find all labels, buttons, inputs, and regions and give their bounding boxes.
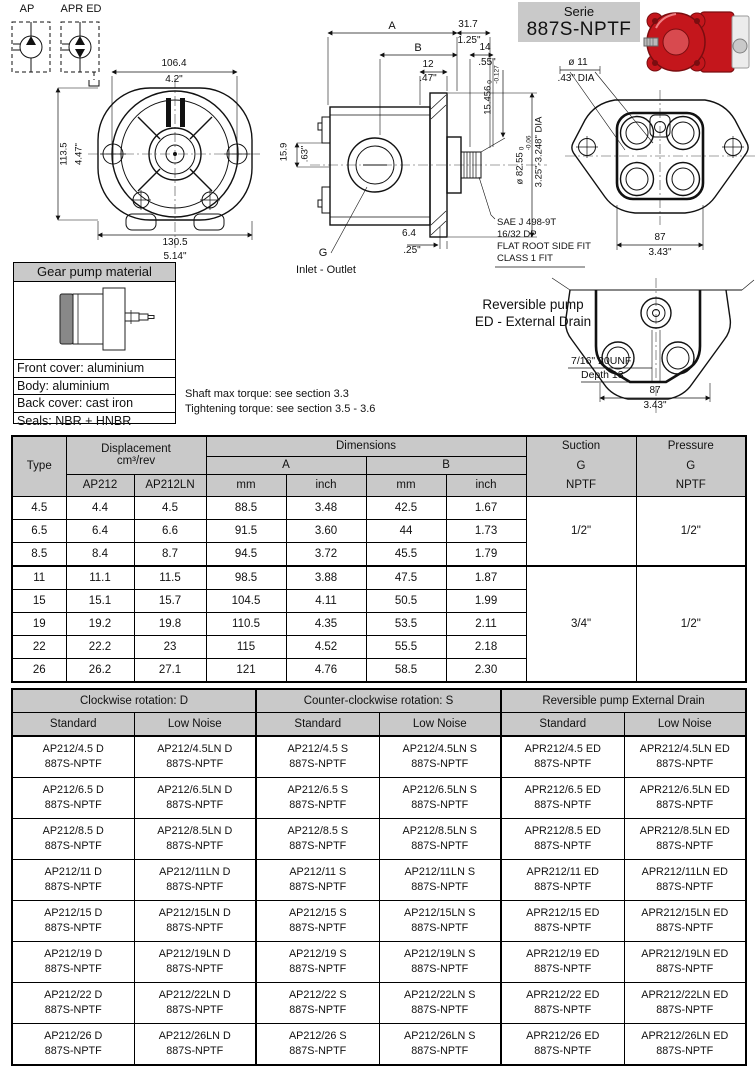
back-view-drawing bbox=[545, 55, 755, 265]
reversible-width-mm: 87 bbox=[649, 385, 661, 396]
drain-depth-label: Depth 13 bbox=[581, 369, 624, 381]
material-body: Body: aluminium bbox=[14, 377, 175, 395]
pilot-dia-inch: 3.25"-3.248" DIA bbox=[533, 116, 545, 188]
col-pressure bbox=[636, 436, 746, 496]
col-dimensions: Dimensions bbox=[206, 436, 526, 456]
drain-hole-dia-mm: ø 11 bbox=[568, 57, 588, 68]
shaft-spline-dia-value: 15.456 bbox=[482, 85, 494, 115]
part-row: AP212/4.5 D 887S-NPTF AP212/4.5LN D 887S-NPTF AP212/4.5 S 887S-NPTF AP212/4.5LN S 887S-NPTF APR212/4.5 ED 887S-NPTF APR212/4.5LN ED 887S-NPTF bbox=[12, 736, 746, 778]
dim-14-mm: 14 bbox=[479, 42, 491, 53]
material-box bbox=[13, 262, 176, 428]
pressure-label: Pressure bbox=[667, 440, 714, 452]
dim-14-in: .55" bbox=[478, 57, 496, 68]
col-b: B bbox=[366, 456, 526, 474]
pressure-group-1: 1/2" bbox=[636, 496, 746, 566]
shaft-torque-note: Shaft max torque: see section 3.3 bbox=[185, 388, 349, 400]
col-standard-1: Standard bbox=[12, 713, 134, 737]
col-b-mm: mm bbox=[366, 474, 446, 496]
col-suction bbox=[526, 436, 636, 496]
part-row: AP212/15 D 887S-NPTF AP212/15LN D 887S-NPTF AP212/15 S 887S-NPTF AP212/15LN S 887S-NPTF APR212/15 ED 887S-NPTF APR212/15LN ED 887S-NPTF bbox=[12, 901, 746, 942]
ap-symbol-label: AP bbox=[19, 3, 35, 15]
drain-thread-label: 7/16" 20UNF bbox=[571, 355, 632, 367]
front-width-in: 4.2" bbox=[165, 74, 183, 85]
drain-hole-dia-in: .43" DIA bbox=[557, 73, 595, 84]
material-seals: Seals: NBR + HNBR bbox=[14, 412, 175, 430]
col-lownoise-3: Low Noise bbox=[624, 713, 746, 737]
col-a-mm: mm bbox=[206, 474, 286, 496]
sae-line-3: FLAT ROOT SIDE FIT bbox=[497, 241, 591, 253]
col-lownoise-1: Low Noise bbox=[134, 713, 256, 737]
reversible-width-in: 3.43" bbox=[643, 400, 667, 411]
suction-g: G bbox=[576, 459, 586, 472]
tightening-torque-note: Tightening torque: see section 3.5 - 3.6 bbox=[185, 403, 376, 415]
dim-12-mm: 12 bbox=[422, 59, 434, 70]
pressure-group-2: 1/2" bbox=[636, 566, 746, 682]
pilot-dia-value: ø 82.55 bbox=[514, 152, 526, 185]
suction-group-2: 3/4" bbox=[526, 566, 636, 682]
table-row: 19 19.2 19.8 110.5 4.35 53.5 2.11 bbox=[12, 612, 746, 635]
group-clockwise: Clockwise rotation: D bbox=[12, 689, 256, 713]
col-standard-3: Standard bbox=[501, 713, 624, 737]
group-reversible: Reversible pump External Drain bbox=[501, 689, 746, 713]
reversible-pump-line2: ED - External Drain bbox=[474, 314, 592, 329]
series-label: Serie bbox=[563, 4, 595, 19]
front-height-in: 4.47" bbox=[73, 143, 85, 165]
dim-64-in: .25" bbox=[403, 245, 421, 256]
table-row: 11 11.1 11.5 98.5 3.88 47.5 1.87 3/4" 1/2" bbox=[12, 566, 746, 590]
pilot-dia-dim bbox=[515, 135, 534, 184]
dim-12-in: .47" bbox=[419, 73, 437, 84]
sae-line-2: 16/32 DP bbox=[497, 229, 537, 241]
reversible-pump-line1: Reversible pump bbox=[482, 297, 584, 312]
table-row: 4.5 4.4 4.5 88.5 3.48 42.5 1.67 1/2" 1/2" bbox=[12, 496, 746, 519]
pressure-nptf: NPTF bbox=[675, 479, 706, 492]
back-width-in: 3.43" bbox=[648, 247, 672, 258]
apred-symbol-label: APR ED bbox=[60, 3, 102, 15]
suction-label: Suction bbox=[561, 440, 601, 452]
table-row: 22 22.2 23 115 4.52 55.5 2.18 bbox=[12, 635, 746, 658]
dim-317-in: 1.25" bbox=[457, 35, 481, 46]
dim-159-in: .63" bbox=[299, 145, 311, 163]
dim-a-label: A bbox=[388, 20, 396, 32]
col-a-inch: inch bbox=[286, 474, 366, 496]
col-displacement bbox=[66, 436, 206, 474]
pilot-dia-tolerance: 0 -0.06 bbox=[518, 135, 533, 151]
table-row: 6.5 6.4 6.6 91.5 3.60 44 1.73 bbox=[12, 519, 746, 542]
front-base-in: 5.14" bbox=[163, 251, 187, 262]
sae-line-4: CLASS 1 FIT bbox=[497, 253, 553, 265]
suction-group-1: 1/2" bbox=[526, 496, 636, 566]
col-standard-2: Standard bbox=[256, 713, 379, 737]
inlet-outlet-label: Inlet - Outlet bbox=[296, 264, 356, 276]
part-row: AP212/11 D 887S-NPTF AP212/11LN D 887S-NPTF AP212/11 S 887S-NPTF AP212/11LN S 887S-NPTF APR212/11 ED 887S-NPTF APR212/11LN ED 887S-NPTF bbox=[12, 860, 746, 901]
col-ap212ln: AP212LN bbox=[134, 474, 206, 496]
back-width-mm: 87 bbox=[654, 232, 666, 243]
material-front-cover: Front cover: aluminium bbox=[14, 359, 175, 377]
part-row: AP212/19 D 887S-NPTF AP212/19LN D 887S-NPTF AP212/19 S 887S-NPTF AP212/19LN S 887S-NPTF APR212/19 ED 887S-NPTF APR212/19LN ED 887S-NPTF bbox=[12, 942, 746, 983]
dimensions-table bbox=[11, 435, 747, 683]
pressure-g: G bbox=[686, 459, 696, 472]
col-ap212: AP212 bbox=[66, 474, 134, 496]
group-counter-clockwise: Counter-clockwise rotation: S bbox=[256, 689, 501, 713]
material-back-cover: Back cover: cast iron bbox=[14, 394, 175, 412]
col-a: A bbox=[206, 456, 366, 474]
material-box-title: Gear pump material bbox=[14, 263, 175, 282]
front-height-mm: 113.5 bbox=[58, 142, 70, 166]
shaft-spline-tolerance: 0 -0.127 bbox=[486, 65, 501, 84]
part-row: AP212/26 D 887S-NPTF AP212/26LN D 887S-NPTF AP212/26 S 887S-NPTF AP212/26LN S 887S-NPTF APR212/26 ED 887S-NPTF APR212/26LN ED 887S-NPTF bbox=[12, 1024, 746, 1066]
table-row: 15 15.1 15.7 104.5 4.11 50.5 1.99 bbox=[12, 589, 746, 612]
port-g-label: G bbox=[318, 247, 328, 259]
front-width-mm: 106.4 bbox=[161, 58, 187, 69]
table-row: 8.5 8.4 8.7 94.5 3.72 45.5 1.79 bbox=[12, 542, 746, 566]
col-type: Type bbox=[12, 436, 66, 496]
part-number-table bbox=[11, 688, 747, 1066]
dim-317-mm: 31.7 bbox=[458, 19, 478, 30]
part-row: AP212/6.5 D 887S-NPTF AP212/6.5LN D 887S-NPTF AP212/6.5 S 887S-NPTF AP212/6.5LN S 887S-NPTF APR212/6.5 ED 887S-NPTF APR212/6.5LN ED 887S-NPTF bbox=[12, 778, 746, 819]
dim-b-label: B bbox=[414, 42, 422, 54]
shaft-spline-dia-dim bbox=[483, 65, 502, 115]
series-value: 887S-NPTF bbox=[526, 19, 632, 40]
dim-64-mm: 6.4 bbox=[402, 228, 416, 239]
suction-nptf: NPTF bbox=[566, 479, 597, 492]
dim-159-mm: 15.9 bbox=[278, 142, 290, 162]
col-b-inch: inch bbox=[446, 474, 526, 496]
table-row: 26 26.2 27.1 121 4.76 58.5 2.30 bbox=[12, 658, 746, 682]
reversible-back-view-drawing bbox=[540, 278, 756, 418]
displacement-line1: Displacement bbox=[101, 443, 171, 456]
front-base-mm: 130.5 bbox=[162, 237, 188, 248]
displacement-line2: cm³/rev bbox=[116, 455, 156, 468]
sae-line-1: SAE J 498-9T bbox=[497, 217, 557, 228]
material-box-drawing bbox=[14, 282, 175, 359]
part-row: AP212/22 D 887S-NPTF AP212/22LN D 887S-NPTF AP212/22 S 887S-NPTF AP212/22LN S 887S-NPTF APR212/22 ED 887S-NPTF APR212/22LN ED 887S-NPTF bbox=[12, 983, 746, 1024]
col-lownoise-2: Low Noise bbox=[379, 713, 501, 737]
part-row: AP212/8.5 D 887S-NPTF AP212/8.5LN D 887S-NPTF AP212/8.5 S 887S-NPTF AP212/8.5LN S 887S-NPTF APR212/8.5 ED 887S-NPTF APR212/8.5LN ED 887S-NPTF bbox=[12, 819, 746, 860]
